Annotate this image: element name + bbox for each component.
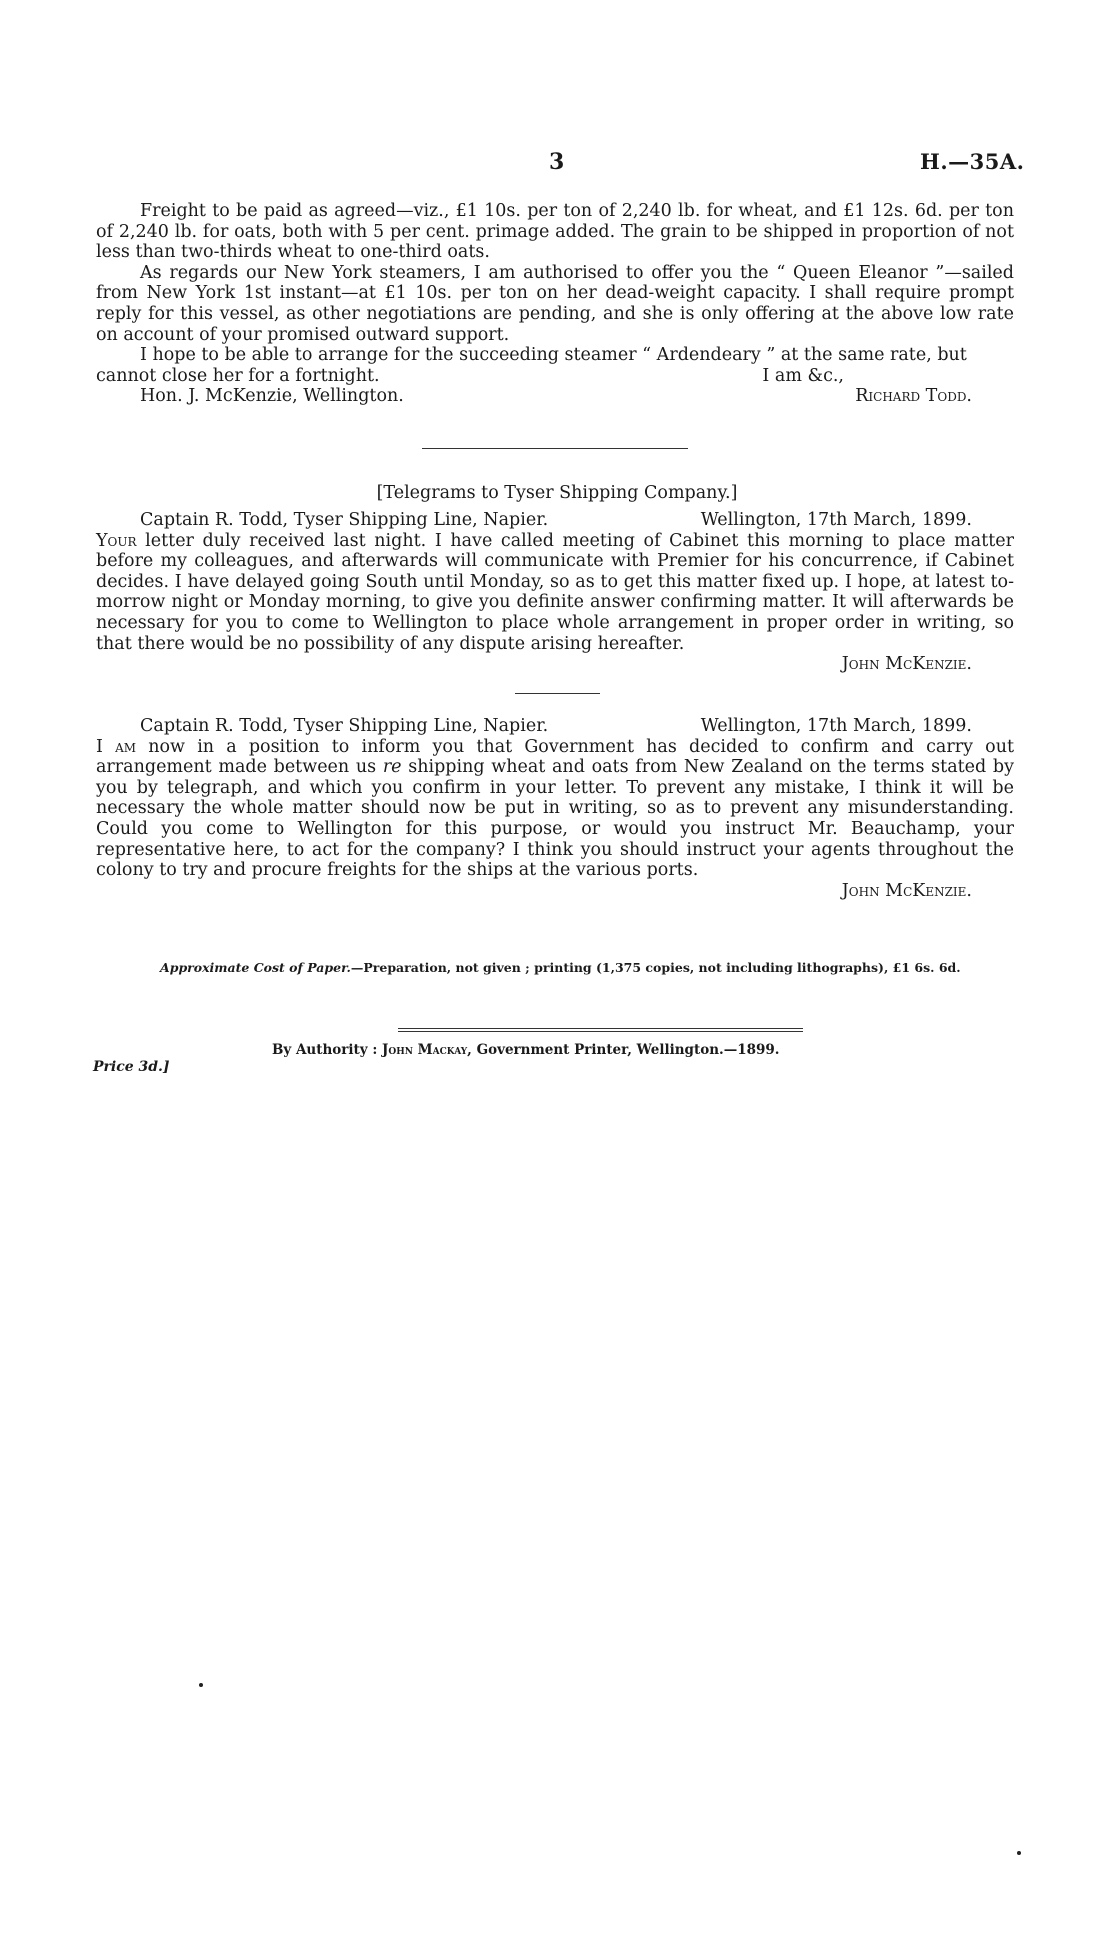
telegram-2-text-a: now in a position to inform you that Government has decided to confirm and carry out arrangement made between us: [96, 736, 1014, 778]
telegram-2-body: [96, 737, 1014, 881]
letter-signature-line: [96, 386, 1014, 407]
authority-suffix: Government Printer, Wellington.—1899.: [476, 1042, 780, 1058]
letter-paragraph-steamers: As regards our New York steamers, I am authorised to offer you the “ Queen Eleanor ”—sailed from New York 1st instant—at £1 10s. per ton on her dead-weight capacity. I shall require prompt reply for this vessel, as other negotiations are pending, and she is only offering at the above low rate on account of your promised outward support.: [96, 262, 1014, 345]
price: Price 3d.]: [93, 1059, 170, 1075]
page-number: 3: [549, 149, 565, 175]
letter-signature: Richard Todd.: [855, 386, 972, 407]
telegram-1: [96, 510, 1014, 675]
document-reference: H.—35A.: [920, 149, 1025, 174]
cost-of-paper-note: [160, 960, 961, 975]
letter-last-line: cannot close her for a fortnight.: [96, 365, 380, 386]
scan-speck: [1017, 1851, 1021, 1855]
footer-rule-double: [398, 1031, 803, 1032]
telegram-1-recipient: Captain R. Todd, Tyser Shipping Line, Napier.: [140, 510, 549, 530]
telegram-2-re: re: [382, 757, 402, 778]
telegram-2: [96, 716, 1014, 901]
telegram-2-signature: John McKenzie.: [841, 880, 972, 901]
telegram-1-first-word: Your: [96, 530, 137, 551]
telegram-2-first-word: I am: [96, 736, 137, 757]
printer-name: John Mackay,: [382, 1042, 472, 1058]
telegram-2-recipient: Captain R. Todd, Tyser Shipping Line, Napier.: [140, 716, 549, 736]
footer-rule: [398, 1028, 803, 1029]
authority-prefix: By Authority :: [272, 1042, 378, 1058]
telegram-divider: [515, 693, 600, 694]
cost-label: Approximate Cost of Paper.: [160, 960, 351, 975]
telegrams-heading: [Telegrams to Tyser Shipping Company.]: [376, 483, 738, 503]
scan-speck: [199, 1683, 203, 1687]
telegram-1-signature: John McKenzie.: [841, 654, 972, 675]
letter-section: [96, 201, 1014, 407]
letter-paragraph-ardendeary: I hope to be able to arrange for the succeeding steamer “ Ardendeary ” at the same rate, but: [140, 345, 967, 366]
telegram-2-date: Wellington, 17th March, 1899.: [700, 716, 972, 736]
printer-authority: [272, 1042, 780, 1058]
telegram-1-date: Wellington, 17th March, 1899.: [700, 510, 972, 530]
telegram-2-header: [96, 716, 1014, 737]
letter-addressee: Hon. J. McKenzie, Wellington.: [140, 386, 404, 407]
section-divider: [422, 448, 688, 449]
letter-closing-line: [96, 366, 1014, 387]
telegram-1-header: [96, 510, 1014, 531]
telegram-1-text: letter duly received last night. I have called meeting of Cabinet this morning to place matter before my colleagues, and afterwards will communicate with Premier for his concurrence, if Cabinet decides. I have delayed going South until Monday, so as to get this matter fixed up. I hope, at latest to-morrow night or Monday morning, to give you definite answer confirming matter. It will afterwards be necessary for you to come to Wellington to place whole arrangement in proper order in writing, so that there would be no possibility of any dispute arising hereafter.: [96, 530, 1014, 654]
letter-closing: I am &c.,: [762, 365, 844, 386]
telegram-2-text-b: shipping wheat and oats from New Zealand on the terms stated by you by telegraph, and which you confirm in your letter. To prevent any mistake, I think it will be necessary the whole matter should now be put in writing, so as to prevent any misunderstanding. Could you come to Wellington for this purpose, or would you instruct Mr. Beauchamp, your representative here, to act for the company? I think you should instruct your agents throughout the colony to try and procure freights for the ships at the various ports.: [96, 757, 1014, 881]
telegram-1-body: [96, 531, 1014, 655]
cost-text: —Preparation, not given ; printing (1,375 copies, not including lithographs), £1 6s. 6d.: [350, 960, 961, 975]
letter-paragraph-freight: Freight to be paid as agreed—viz., £1 10s. per ton of 2,240 lb. for wheat, and £1 12s. 6d. per ton of 2,240 lb. for oats, both with 5 per cent. primage added. The grain to be shipped in proportion of not less than two-thirds wheat to one-third oats.: [96, 201, 1014, 263]
